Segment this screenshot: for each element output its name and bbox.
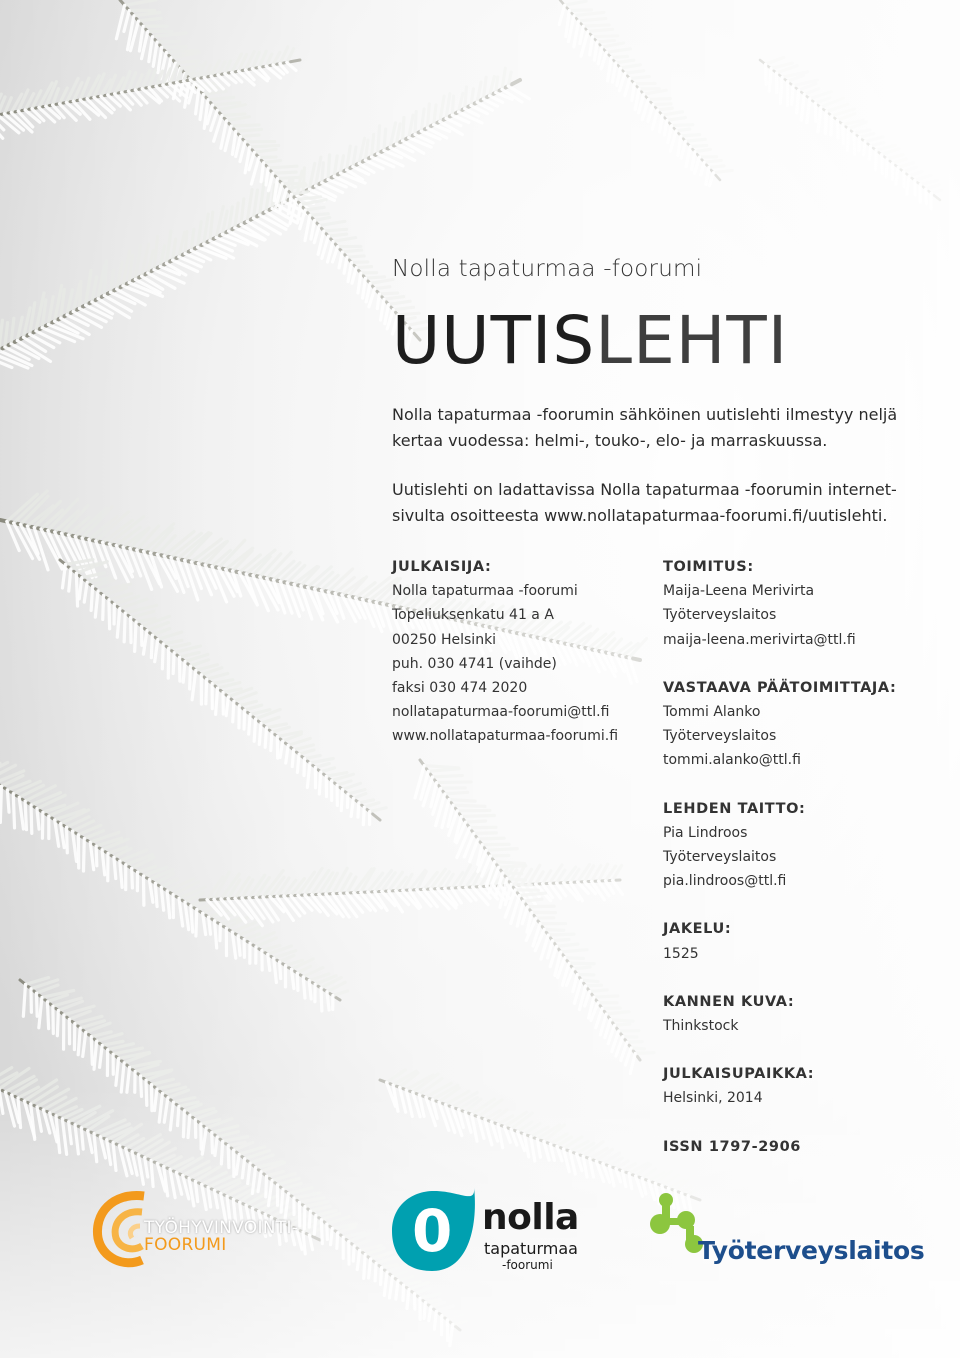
logo-line-2: FOORUMI [144, 1235, 227, 1255]
editorial-group-editor-in-chief [663, 676, 943, 773]
editorial-group-distribution [663, 917, 943, 965]
group-line: Tommi Alanko [663, 704, 761, 721]
publisher-line: faksi 030 474 2020 [392, 680, 528, 697]
group-heading: VASTAAVA PÄÄTOIMITTAJA: [663, 679, 897, 696]
intro-paragraph-1: Nolla tapaturmaa -foorumin sähköinen uutislehti ilmestyy neljä kertaa vuodessa: helmi-, touko-, elo- ja marraskuussa. [392, 405, 898, 450]
publisher-heading: JULKAISIJA: [392, 559, 492, 575]
intro-paragraph-2: Uutislehti on ladattavissa Nolla tapaturmaa -foorumin internet-sivulta osoitteesta www.nollatapaturmaa-foorumi.fi/uutislehti. [392, 480, 897, 525]
tyohyvinvointi-foorumi-logo [92, 1188, 322, 1268]
group-line: 1525 [663, 945, 699, 962]
tyoterveyslaitos-logo [650, 1190, 925, 1270]
publisher-line: Nolla tapaturmaa -foorumi [392, 583, 578, 600]
group-line: Työterveyslaitos [663, 728, 777, 745]
group-line: Helsinki, 2014 [663, 1090, 763, 1107]
title-part-lehti: LEHTI [595, 302, 789, 379]
editorial-group-layout [663, 797, 943, 894]
publisher-line: puh. 030 4741 (vaihde) [392, 655, 557, 672]
nolla-foorumi-word: -foorumi [502, 1258, 553, 1272]
group-line: Työterveyslaitos [663, 607, 777, 624]
group-heading: KANNEN KUVA: [663, 993, 795, 1010]
ttl-name: Työterveyslaitos [698, 1236, 925, 1265]
logo-line-1: TYÖHYVINVOINTI- [144, 1218, 299, 1238]
group-heading: JULKAISUPAIKKA: [663, 1066, 815, 1083]
publisher-line: Topeliuksenkatu 41 a A [392, 607, 554, 624]
publisher-website-link[interactable]: www.nollatapaturmaa-foorumi.fi [392, 728, 619, 745]
group-line: Työterveyslaitos [663, 849, 777, 866]
title-part-uutis: UUTIS [392, 302, 596, 379]
nolla-zero-glyph: 0 [412, 1197, 453, 1265]
group-line: Maija-Leena Merivirta [663, 583, 815, 600]
editorial-block [663, 555, 943, 1159]
page-title [392, 302, 789, 379]
group-line: Pia Lindroos [663, 824, 748, 841]
group-heading: LEHDEN TAITTO: [663, 800, 806, 817]
forum-name: Nolla tapaturmaa -foorumi [392, 256, 703, 282]
publisher-block [392, 555, 642, 749]
editorial-group-place [663, 1062, 943, 1110]
publisher-line: 00250 Helsinki [392, 631, 497, 648]
group-heading: JAKELU: [663, 921, 732, 938]
issn-number: ISSN 1797-2906 [663, 1138, 801, 1155]
email-link[interactable]: pia.lindroos@ttl.fi [663, 873, 787, 890]
email-link[interactable]: tommi.alanko@ttl.fi [663, 752, 801, 769]
group-line: Thinkstock [663, 1018, 739, 1035]
nolla-word: nolla [482, 1197, 579, 1238]
editorial-group-cover-photo [663, 990, 943, 1038]
email-link[interactable]: maija-leena.merivirta@ttl.fi [663, 631, 856, 648]
group-heading: TOIMITUS: [663, 559, 754, 575]
editorial-group-toimitus [663, 555, 943, 652]
publisher-email-link[interactable]: nollatapaturmaa-foorumi@ttl.fi [392, 704, 610, 721]
nolla-tapaturmaa-logo [390, 1183, 590, 1278]
nolla-tapaturmaa-word: tapaturmaa [484, 1239, 578, 1258]
